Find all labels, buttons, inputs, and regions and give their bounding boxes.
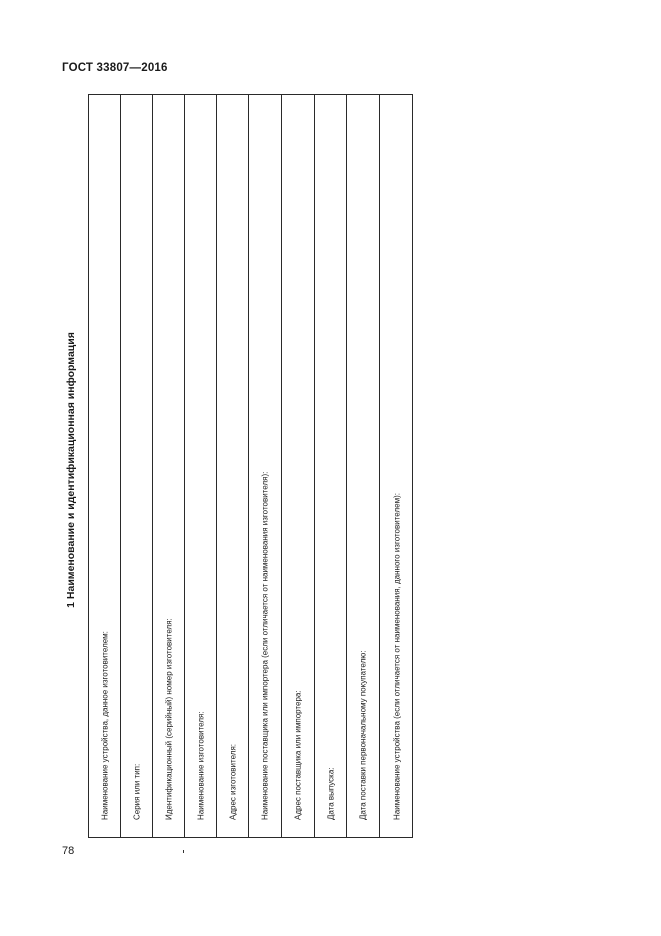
field-label: Адрес изготовителя: [228, 744, 237, 820]
form-row-device-name [89, 95, 121, 837]
field-label: Дата выпуска: [326, 767, 335, 820]
form-row-series-type [121, 95, 153, 837]
document-header: ГОСТ 33807—2016 [62, 62, 168, 74]
form-row-supplier-address [282, 95, 315, 837]
field-label: Наименование устройства (если отличается от наименования, данного изготовителем): [392, 493, 402, 820]
form-row-release-date [315, 95, 347, 837]
page-tick-mark [183, 850, 184, 853]
form-row-delivery-date [347, 95, 380, 837]
identification-form-table [88, 94, 413, 838]
section-title: 1 Наименование и идентификационная информация [65, 332, 77, 608]
page-number: 78 [62, 845, 75, 857]
form-row-alt-device-name [380, 95, 414, 837]
form-row-manufacturer-address [217, 95, 249, 837]
field-label: Наименование устройства, данное изготовителем: [100, 631, 109, 820]
form-row-manufacturer-name [185, 95, 217, 837]
field-label: Наименование поставщика или импортера (если отличается от наименования изготовителя): [260, 471, 270, 820]
field-label: Наименование изготовителя: [196, 711, 205, 820]
field-label: Идентификационный (серийный) номер изготовителя: [164, 618, 173, 820]
field-label: Серия или тип: [132, 763, 141, 820]
field-label: Адрес поставщика или импортера: [293, 690, 303, 820]
form-row-serial-number [153, 95, 185, 837]
form-row-supplier-name [249, 95, 282, 837]
field-label: Дата поставки первоначальному покупателю: [358, 650, 368, 820]
